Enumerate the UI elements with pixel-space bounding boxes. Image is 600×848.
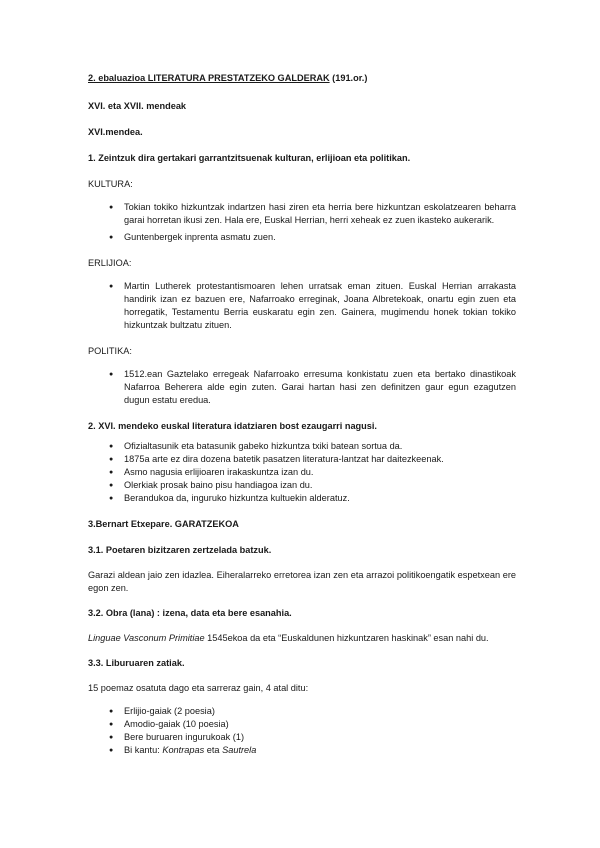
section-3-2-heading: 3.2. Obra (lana) : izena, data eta bere esanahia. [88,608,292,618]
book-parts-list [88,705,516,757]
section-3-1-text: Garazi aldean jaio zen idazlea. Eiheralarreko erretorea izan zen eta arrazoi politikoengatik espetxean ere egon zen. [88,570,516,593]
document-page [88,72,516,757]
list-item: ● Bere buruaren ingurukoak (1) [109,731,516,744]
list-item: ● Ofizialtasunik eta batasunik gabeko hizkuntza txiki batean sortua da. [109,440,516,453]
song-kontrapas: Kontrapas [162,745,205,755]
kultura-list [88,201,516,244]
list-item [109,744,516,757]
document-title [88,72,516,85]
politika-label: POLITIKA: [88,346,132,356]
title-underlined: 2. ebaluazioa LITERATURA PRESTATZEKO GALDERAK [88,73,330,83]
kultura-label: KULTURA: [88,179,133,189]
list-item: ● Martin Lutherek protestantismoaren lehen urratsak eman zituen. Euskal Herrian arrakasta handirik izan ez bazuen ere, Nafarroako erreginak, Joana Albretekoak, onartu egin zuen eta horregatik, Testamentu Berria euskaratu egin zen. Gainera, mugimendu honek tokian tokiko hizkuntzak bultzatu zituen. [109,280,516,332]
songs-prefix: Bi kantu: [124,745,163,755]
song-sautrela: Sautrela [222,745,257,755]
erlijioa-label: ERLIJIOA: [88,258,132,268]
list-item: ● Amodio-gaiak (10 poesia) [109,718,516,731]
list-item: ● 1512.ean Gaztelako erregeak Nafarroako erresuma konkistatu zuen eta bertako dinastikoak Nafarroa Beherera alde egin zuten. Garai hartan hasi zen definitzen gaur egun ezagutzen dugun estatu eredua. [109,368,516,407]
politika-list [88,368,516,407]
title-suffix: (191.or.) [329,73,368,83]
list-item: ● Olerkiak prosak baino pisu handiagoa izan du. [109,479,516,492]
section-3-3-text: 15 poemaz osatuta dago eta sarreraz gain, 4 atal ditu: [88,683,309,693]
period-heading: XVI. eta XVII. mendeak [88,101,187,111]
features-list [88,440,516,505]
work-description: 1545ekoa da eta “Euskaldunen hizkuntzaren haskinak” esan nahi du. [204,633,489,643]
songs-conjunction: eta [204,745,223,755]
list-item: ● Guntenbergek inprenta asmatu zuen. [109,231,516,244]
section-3-2-text [88,632,516,645]
list-item: ● 1875a arte ez dira dozena batetik pasatzen literatura-lantzat har daitezkeenak. [109,453,516,466]
question-3: 3.Bernart Etxepare. GARATZEKOA [88,519,239,529]
list-item: ● Asmo nagusia erlijioaren irakaskuntza izan du. [109,466,516,479]
century-heading: XVI.mendea. [88,127,143,137]
erlijioa-list [88,280,516,332]
work-title: Linguae Vasconum Primitiae [88,633,205,643]
list-item: ● Erlijio-gaiak (2 poesia) [109,705,516,718]
question-1: 1. Zeintzuk dira gertakari garrantzitsuenak kulturan, erlijioan eta politikan. [88,153,411,163]
list-item: ● Tokian tokiko hizkuntzak indartzen hasi ziren eta herria bere hizkuntzan eskolatzearen beharra garai horretan ikusi zen. Hala ere, Euskal Herrian, herri xeheak ez zuen ikasteko aukerarik. [109,201,516,227]
list-item: ● Berandukoa da, inguruko hizkuntza kultuekin alderatuz. [109,492,516,505]
question-2: 2. XVI. mendeko euskal literatura idatziaren bost ezaugarri nagusi. [88,421,377,431]
section-3-3-heading: 3.3. Liburuaren zatiak. [88,658,185,668]
section-3-1-heading: 3.1. Poetaren bizitzaren zertzelada batzuk. [88,545,272,555]
